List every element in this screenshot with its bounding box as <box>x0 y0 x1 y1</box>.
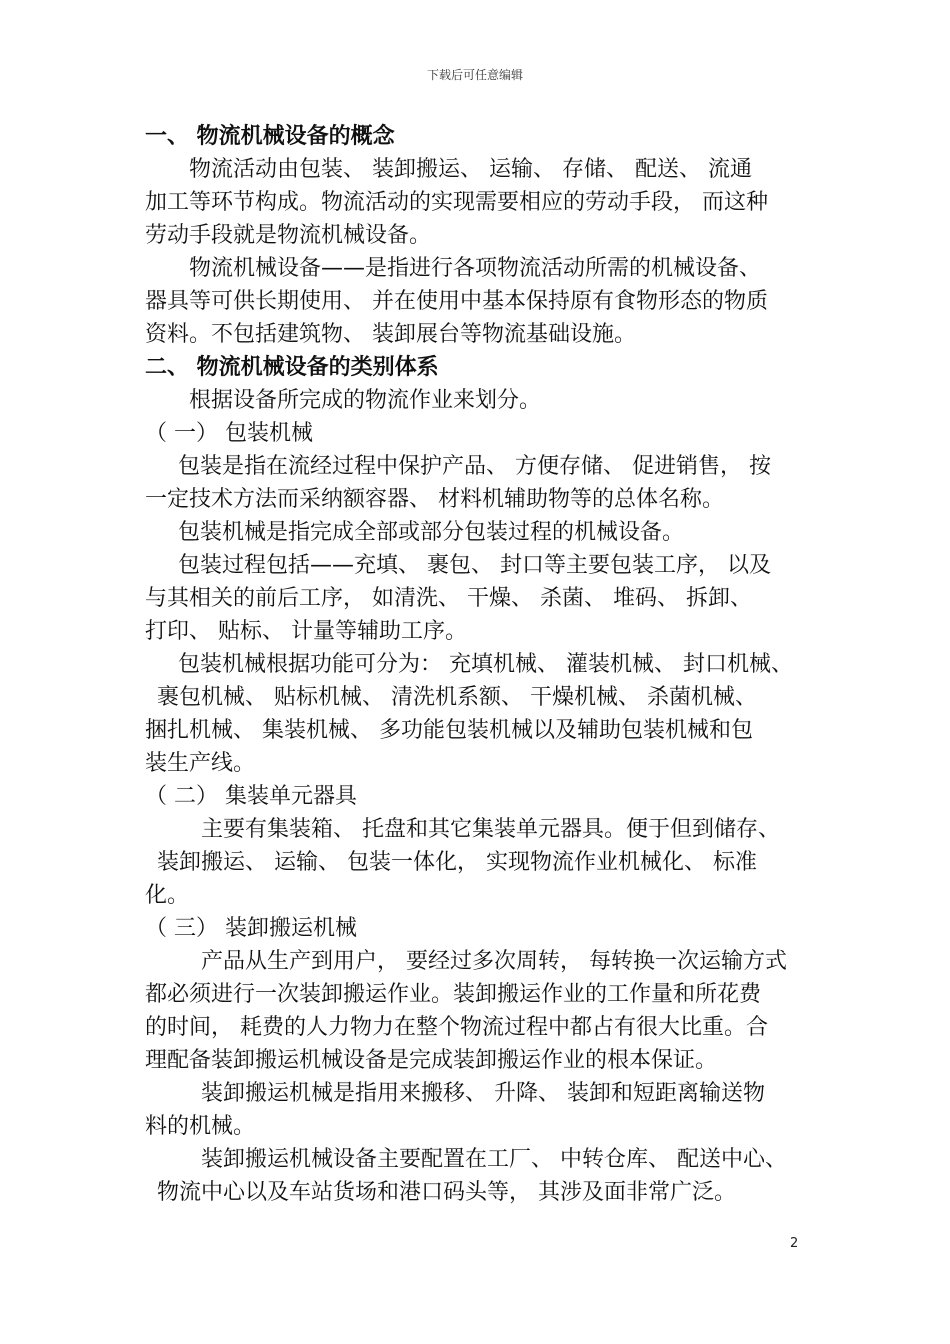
section-heading-1: 一、 物流机械设备的概念 <box>145 124 395 149</box>
paragraph-line: 化。 <box>145 883 190 908</box>
paragraph-line: 加工等环节构成。物流活动的实现需要相应的劳动手段， 而这种 <box>145 190 768 215</box>
paragraph-line: 装卸搬运、 运输、 包装一体化， 实现物流作业机械化、 标准 <box>157 850 757 875</box>
paragraph-line: 产品从生产到用户， 要经过多次周转， 每转换一次运输方式 <box>201 949 787 974</box>
subsection-heading-3: （ 三） 装卸搬运机械 <box>145 916 357 941</box>
paragraph-line: 劳动手段就是物流机械设备。 <box>145 223 432 248</box>
subsection-heading-2: （ 二） 集装单元器具 <box>145 784 357 809</box>
paragraph-line: 器具等可供长期使用、 并在使用中基本保持原有食物形态的物质 <box>145 289 768 314</box>
paragraph-line: 料的机械。 <box>145 1114 256 1139</box>
paragraph-line: 物流机械设备——是指进行各项物流活动所需的机械设备、 <box>189 256 762 281</box>
paragraph-line: 捆扎机械、 集装机械、 多功能包装机械以及辅助包装机械和包 <box>145 718 753 743</box>
paragraph-line: 都必须进行一次装卸搬运作业。装卸搬运作业的工作量和所花费 <box>145 982 762 1007</box>
paragraph-line: 主要有集装箱、 托盘和其它集装单元器具。便于但到储存、 <box>201 817 780 842</box>
paragraph-line: 装卸搬运机械设备主要配置在工厂、 中转仓库、 配送中心、 <box>201 1147 787 1172</box>
page-header-note: 下载后可任意编辑 <box>426 68 523 82</box>
paragraph-line: 物流活动由包装、 装卸搬运、 运输、 存储、 配送、 流通 <box>189 157 752 182</box>
paragraph-line: 的时间， 耗费的人力物力在整个物流过程中都占有很大比重。合 <box>145 1015 768 1040</box>
subsection-heading-1: （ 一） 包装机械 <box>145 421 313 446</box>
document-body <box>145 120 825 1209</box>
paragraph-line: 物流中心以及车站货场和港口码头等， 其涉及面非常广泛。 <box>157 1180 736 1205</box>
paragraph-line: 一定技术方法而采纳额容器、 材料机辅助物等的总体名称。 <box>145 487 724 512</box>
paragraph-line: 包装机械是指完成全部或部分包装过程的机械设备。 <box>178 520 685 545</box>
paragraph-line: 包装是指在流经过程中保护产品、 方便存储、 促进销售， 按 <box>178 454 771 479</box>
paragraph-line: 与其相关的前后工序， 如清洗、 干燥、 杀菌、 堆码、 拆卸、 <box>145 586 752 611</box>
section-heading-2: 二、 物流机械设备的类别体系 <box>145 355 439 380</box>
paragraph-line: 装卸搬运机械是指用来搬移、 升降、 装卸和短距离输送物 <box>201 1081 765 1106</box>
paragraph-line: 根据设备所完成的物流作业来划分。 <box>189 388 542 413</box>
paragraph-line: 资料。不包括建筑物、 装卸展台等物流基础设施。 <box>145 322 636 347</box>
page-number: 2 <box>790 1236 799 1251</box>
paragraph-line: 理配备装卸搬运机械设备是完成装卸搬运作业的根本保证。 <box>145 1048 718 1073</box>
paragraph-line: 打印、 贴标、 计量等辅助工序。 <box>145 619 467 644</box>
paragraph-line: 包装机械根据功能可分为： 充填机械、 灌装机械、 封口机械、 <box>178 652 793 677</box>
paragraph-line: 装生产线。 <box>145 751 256 776</box>
paragraph-line: 包装过程包括——充填、 裹包、 封口等主要包装工序， 以及 <box>178 553 771 578</box>
paragraph-line: 裹包机械、 贴标机械、 清洗机系额、 干燥机械、 杀菌机械、 <box>157 685 757 710</box>
